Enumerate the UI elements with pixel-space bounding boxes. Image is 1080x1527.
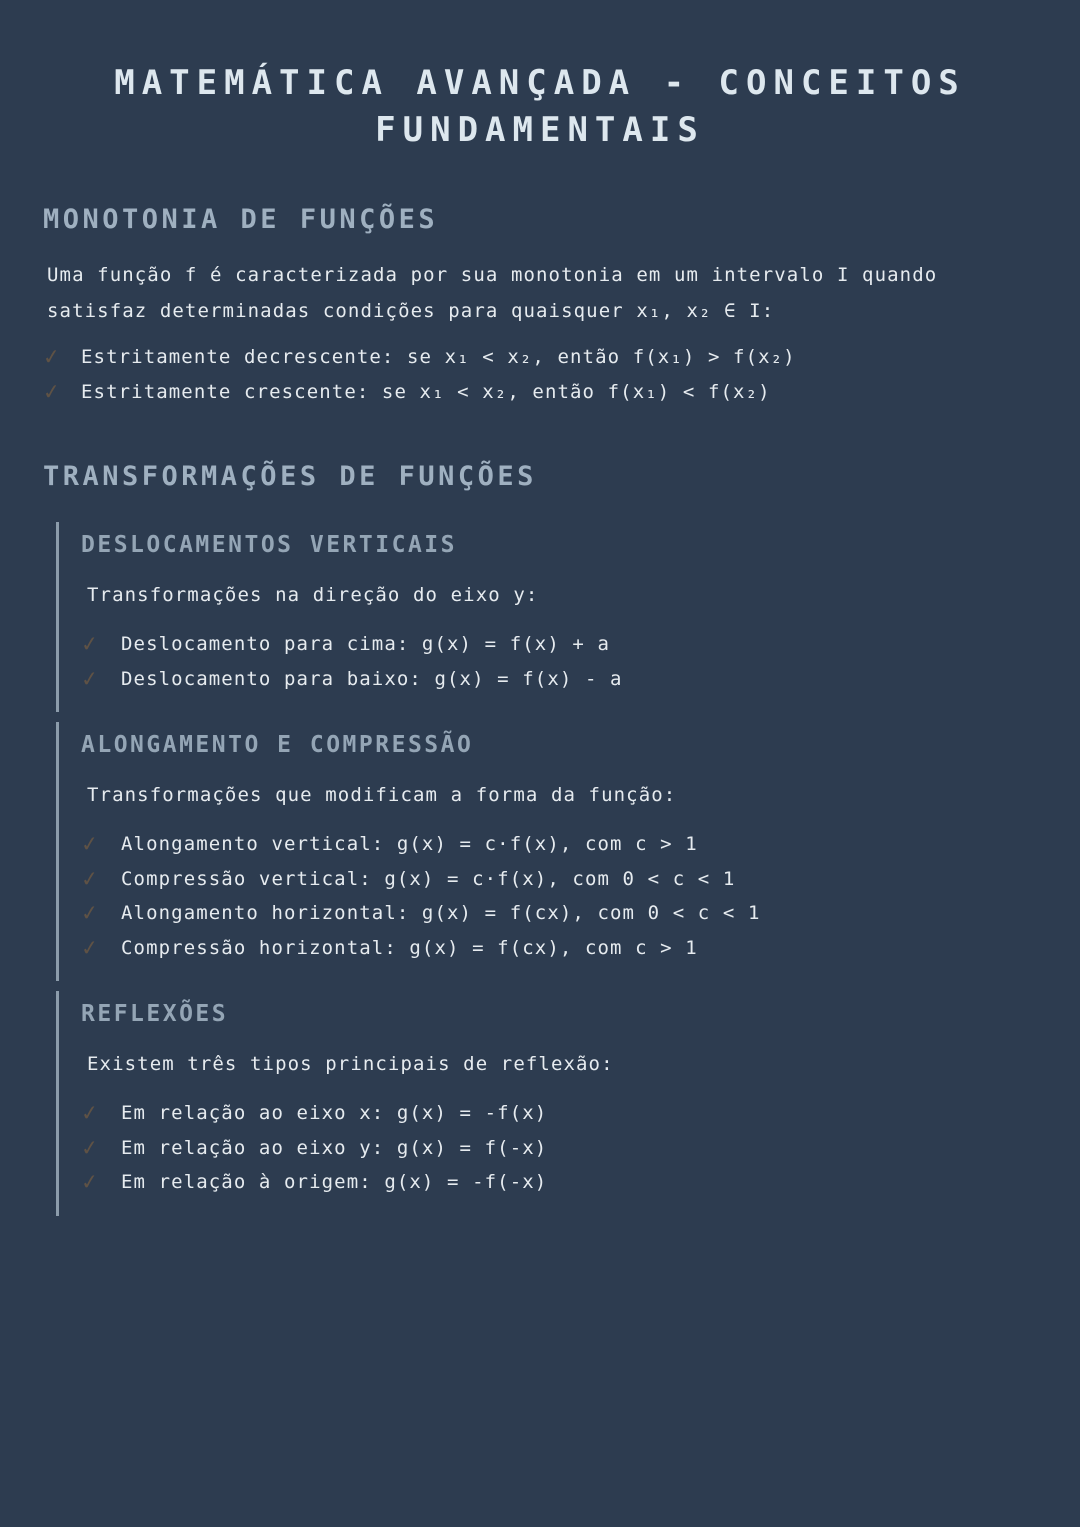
- list-item: [81, 933, 1037, 968]
- card-checklist: [81, 1098, 1037, 1202]
- check-icon: ✓: [80, 662, 100, 693]
- list-item: [81, 1133, 1037, 1168]
- list-item-text: Compressão vertical: g(x) = c·f(x), com 0 < c < 1: [121, 867, 736, 890]
- card-reflexoes: [56, 991, 1037, 1216]
- list-item-text: Estritamente crescente: se x₁ < x₂, então f(x₁) < f(x₂): [81, 380, 771, 403]
- card-checklist: [81, 829, 1037, 967]
- card-alongamento-compressao: [56, 722, 1037, 981]
- check-icon: ✓: [80, 1131, 100, 1162]
- monotonia-checklist: [43, 342, 1037, 411]
- list-item-text: Deslocamento para baixo: g(x) = f(x) - a: [121, 667, 623, 690]
- check-icon: ✓: [42, 341, 62, 371]
- check-icon: ✓: [80, 828, 100, 858]
- list-item: [81, 664, 1037, 699]
- check-icon: ✓: [80, 628, 100, 658]
- list-item: [81, 898, 1037, 933]
- check-icon: ✓: [80, 897, 100, 927]
- check-icon: ✓: [80, 1097, 100, 1127]
- card-heading: DESLOCAMENTOS VERTICAIS: [81, 532, 457, 558]
- card-heading: REFLEXÕES: [81, 1001, 229, 1027]
- list-item-text: Em relação ao eixo y: g(x) = f(-x): [121, 1136, 548, 1159]
- intro-line: Uma função f é caracterizada por sua monotonia em um intervalo I quando: [47, 264, 938, 286]
- list-item: [43, 377, 1037, 412]
- list-item: [43, 342, 1037, 377]
- card-intro: Transformações que modificam a forma da função:: [87, 784, 677, 806]
- check-icon: ✓: [42, 375, 62, 406]
- list-item-text: Deslocamento para cima: g(x) = f(x) + a: [121, 633, 611, 655]
- list-item-text: Compressão horizontal: g(x) = f(cx), com c > 1: [121, 936, 698, 959]
- list-item-text: Em relação à origem: g(x) = -f(-x): [121, 1171, 548, 1193]
- list-item: [81, 1098, 1037, 1133]
- list-item-text: Alongamento horizontal: g(x) = f(cx), com 0 < c < 1: [121, 902, 761, 924]
- monotonia-intro: [47, 257, 1037, 329]
- list-item-text: Em relação ao eixo x: g(x) = -f(x): [121, 1102, 548, 1124]
- section-heading-monotonia: MONOTONIA DE FUNÇÕES: [43, 204, 439, 235]
- card-checklist: [81, 629, 1037, 698]
- list-item-text: Estritamente decrescente: se x₁ < x₂, então f(x₁) > f(x₂): [81, 346, 796, 368]
- section-heading-transformacoes: TRANSFORMAÇÕES DE FUNÇÕES: [43, 461, 537, 492]
- card-intro: Transformações na direção do eixo y:: [87, 584, 539, 606]
- page-title: MATEMÁTICA AVANÇADA - CONCEITOS FUNDAMENTAIS: [114, 63, 966, 150]
- list-item: [81, 1167, 1037, 1202]
- card-heading: ALONGAMENTO E COMPRESSÃO: [81, 732, 474, 758]
- check-icon: ✓: [80, 931, 100, 962]
- list-item: [81, 629, 1037, 664]
- list-item: [81, 864, 1037, 899]
- check-icon: ✓: [80, 862, 100, 893]
- card-intro: Existem três tipos principais de reflexão:: [87, 1053, 614, 1075]
- intro-line: satisfaz determinadas condições para quaisquer x₁, x₂ ∈ I:: [47, 300, 775, 322]
- check-icon: ✓: [80, 1166, 100, 1196]
- list-item-text: Alongamento vertical: g(x) = c·f(x), com c > 1: [121, 833, 698, 855]
- card-deslocamentos-verticais: [56, 522, 1037, 712]
- list-item: [81, 829, 1037, 864]
